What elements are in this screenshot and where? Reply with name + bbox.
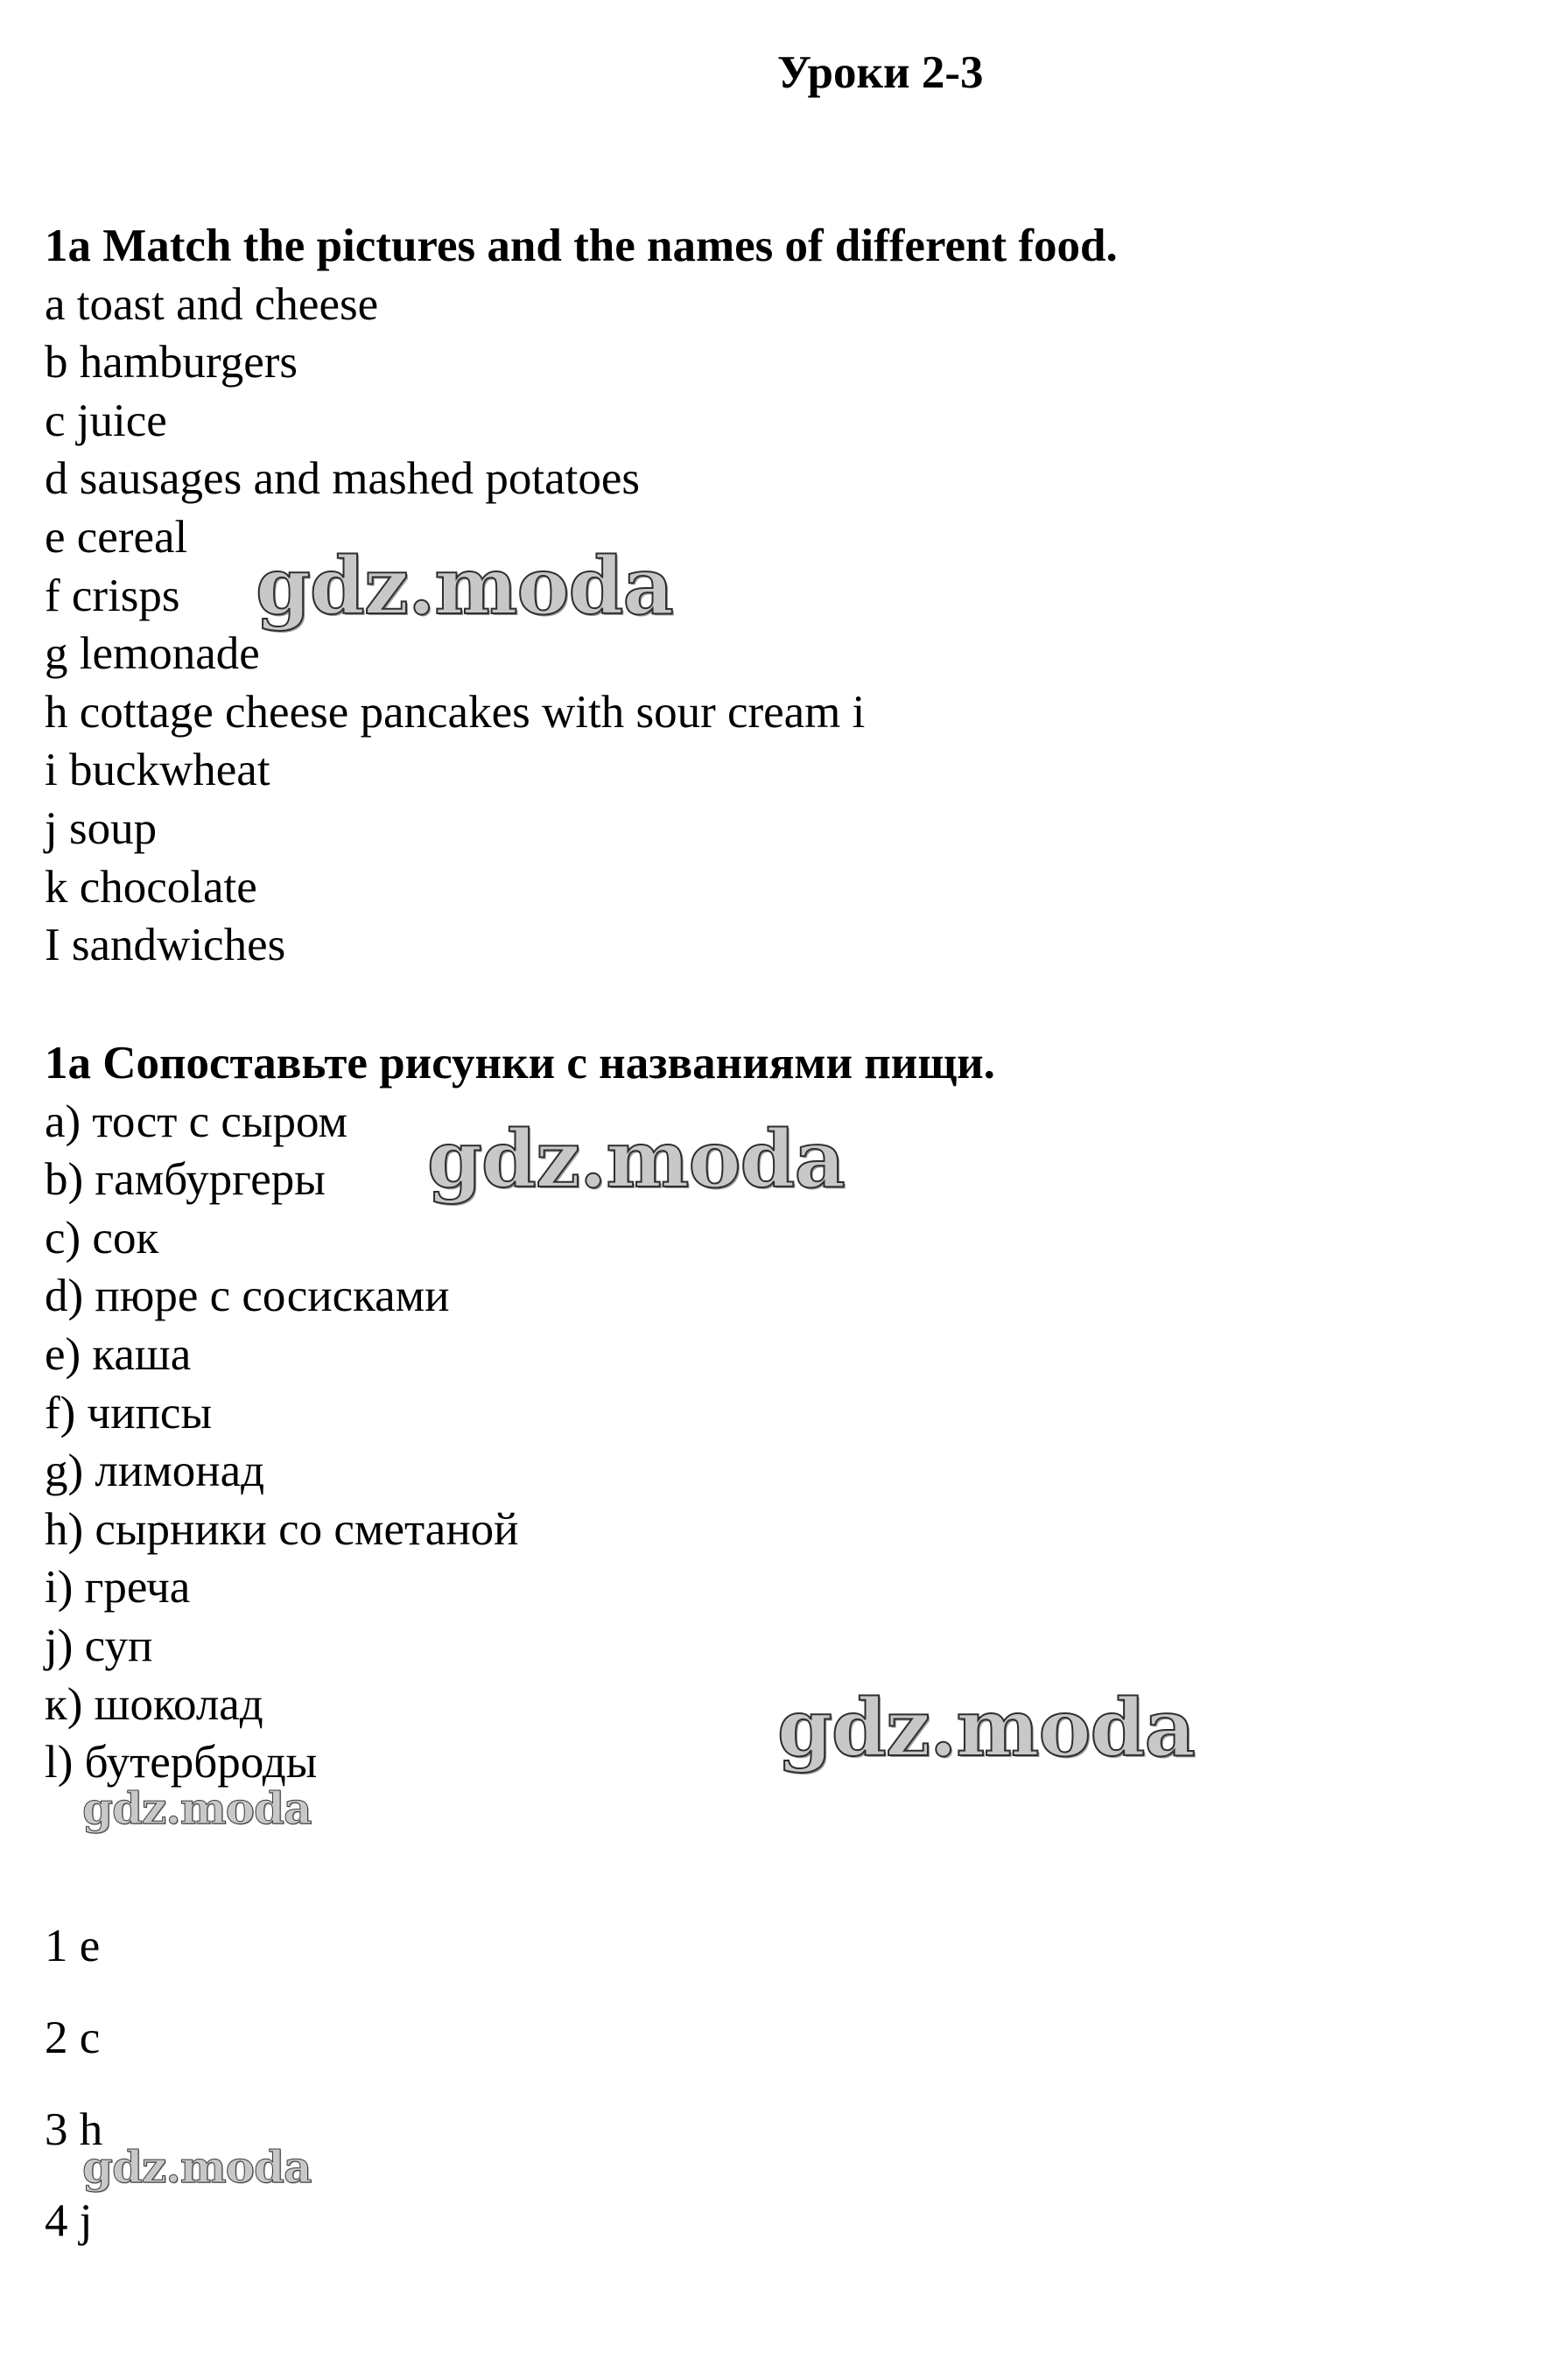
russian-item: g) лимонад bbox=[45, 1446, 265, 1497]
russian-item: h) сырники со сметаной bbox=[45, 1503, 519, 1555]
english-item: d sausages and mashed potatoes bbox=[45, 453, 640, 505]
english-item: f crisps bbox=[45, 570, 180, 621]
russian-item: j) суп bbox=[45, 1620, 153, 1671]
russian-item: к) шоколад bbox=[45, 1678, 263, 1730]
russian-item: a) тост с сыром bbox=[45, 1096, 348, 1147]
russian-item: c) сок bbox=[45, 1212, 159, 1264]
english-item: i buckwheat bbox=[45, 745, 270, 796]
watermark-logo: gdz.moda bbox=[82, 1782, 312, 1834]
english-item: h cottage cheese pancakes with sour cream i bbox=[45, 686, 866, 738]
english-item: I sandwiches bbox=[45, 920, 286, 971]
english-item: b hamburgers bbox=[45, 337, 298, 388]
watermark-logo: gdz.moda bbox=[777, 1682, 1195, 1774]
english-item: c juice bbox=[45, 395, 167, 446]
english-item: j soup bbox=[45, 802, 158, 854]
english-item: g lemonade bbox=[45, 628, 260, 680]
russian-item: e) каша bbox=[45, 1328, 192, 1380]
answer-line: 1 e bbox=[45, 1921, 101, 1971]
watermark-logo: gdz.moda bbox=[82, 2141, 312, 2193]
watermark-logo: gdz.moda bbox=[256, 540, 673, 633]
english-item: a toast and cheese bbox=[45, 278, 379, 330]
russian-item: i) греча bbox=[45, 1562, 191, 1614]
russian-item: l) бутерброды bbox=[45, 1737, 318, 1788]
watermark-logo: gdz.moda bbox=[427, 1113, 845, 1206]
russian-item: f) чипсы bbox=[45, 1387, 213, 1438]
russian-item: b) гамбургеры bbox=[45, 1154, 326, 1206]
english-exercise-heading: 1a Match the pictures and the names of different food. bbox=[45, 220, 1118, 271]
answer-line: 3 h bbox=[45, 2104, 103, 2155]
russian-exercise-heading: 1a Сопоставьте рисунки с названиями пищи. bbox=[45, 1038, 995, 1088]
russian-item: d) пюре с сосисками bbox=[45, 1270, 450, 1322]
page-title: Уроки 2-3 bbox=[777, 47, 984, 98]
answer-line: 4 j bbox=[45, 2195, 93, 2246]
english-item: k chocolate bbox=[45, 861, 257, 913]
answer-line: 2 c bbox=[45, 2012, 101, 2063]
english-item: e cereal bbox=[45, 511, 188, 563]
